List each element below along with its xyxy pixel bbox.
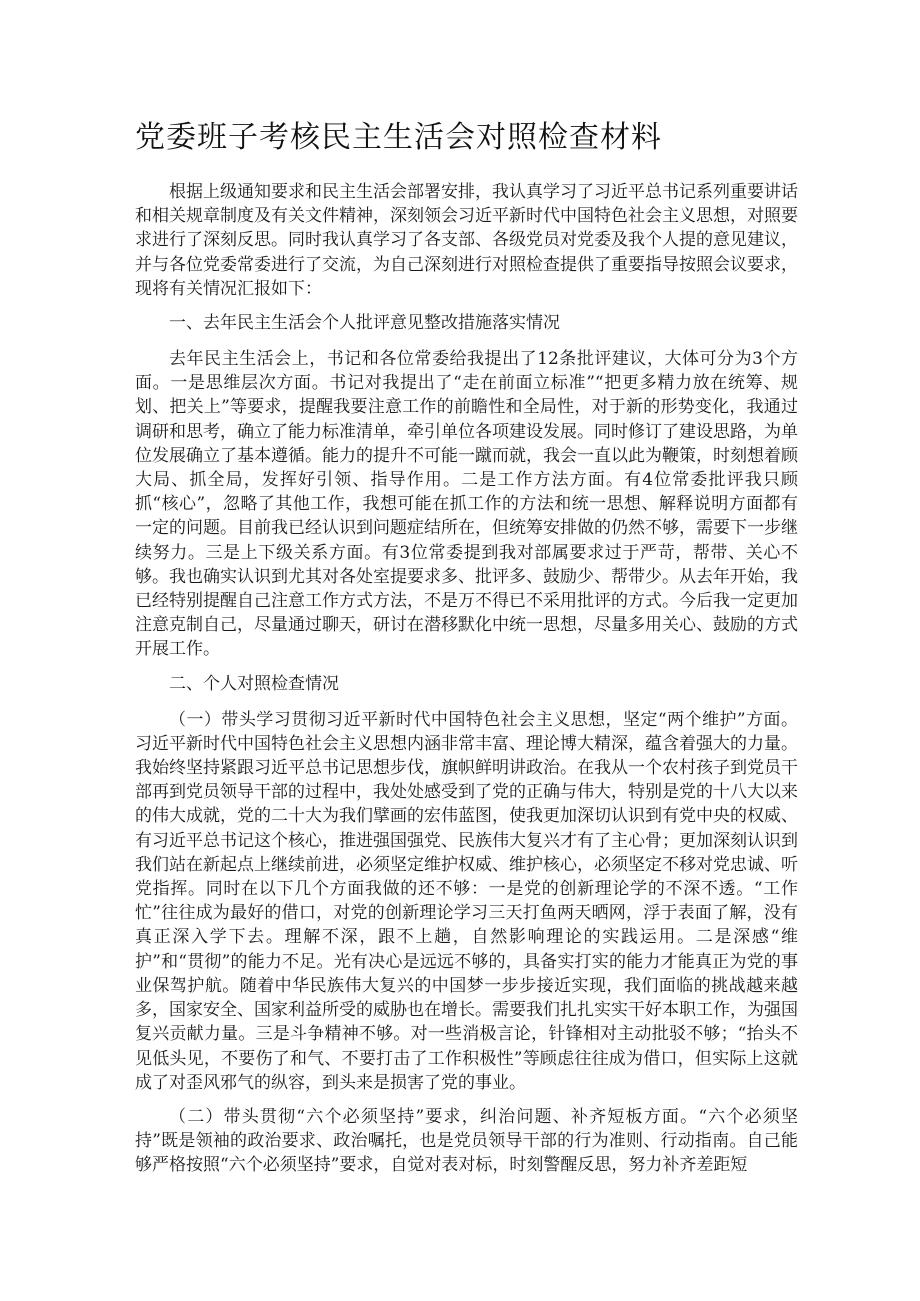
- intro-paragraph: 根据上级通知要求和民主生活会部署安排，我认真学习了习近平总书记系列重要讲话和相关规章制度及有关文件精神，深刻领会习近平新时代中国特色社会主义思想，对照要求进行了深刻反思。同时我认真学习了各支部、各级党员对党委及我个人提的意见建议，并与各位党委常委进行了交流，为自己深刻进行对照检查提供了重要指导按照会议要求，现将有关情况汇报如下：: [135, 182, 798, 299]
- section-2-item-1-paragraph: （一）带头学习贯彻习近平新时代中国特色社会主义思想，坚定“两个维护”方面。习近平新时代中国特色社会主义思想内涵非常丰富、理论博大精深，蕴含着强大的力量。我始终坚持紧跟习近平总书记思想步伐，旗帜鲜明讲政治。在我从一个农村孩子到党员干部再到党员领导干部的过程中，我处处感受到了党的正确与伟大，特别是党的十八大以来的伟大成就，党的二十大为我们擘画的宏伟蓝图，使我更加深切认识到有党中央的权威、有习近平总书记这个核心，推进强国强党、民族伟大复兴才有了主心骨；更加深刻认识到我们站在新起点上继续前进，必须坚定维护权威、维护核心，必须坚定不移对党忠诚、听党指挥。同时在以下几个方面我做的还不够：一是党的创新理论学的不深不透。“工作忙”往往成为最好的借口，对党的创新理论学习三天打鱼两天晒网，浮于表面了解，没有真正深入学下去。理解不深，跟不上趟，自然影响理论的实践运用。二是深感“维护”和“贯彻”的能力不足。光有决心是远远不够的，具备实打实的能力才能真正为党的事业保驾护航。随着中华民族伟大复兴的中国梦一步步接近实现，我们面临的挑战越来越多，国家安全、国家利益所受的威胁也在增长。需要我们扎扎实实干好本职工作，为强国复兴贡献力量。三是斗争精神不够。对一些消极言论，针锋相对主动批驳不够；“抬头不见低头见，不要伤了和气、不要打击了工作积极性”等顾虑往往成为借口，但实际上这就成了对歪风邪气的纵容，到头来是损害了党的事业。: [135, 709, 798, 1093]
- document-page: [135, 118, 798, 1188]
- section-2-item-2-paragraph: （二）带头贯彻“六个必须坚持”要求，纠治问题、补齐短板方面。“六个必须坚持”既是领袖的政治要求、政治嘱托，也是党员领导干部的行为准则、行动指南。自己能够严格按照“六个必须坚持”要求，自觉对表对标，时刻警醒反思，努力补齐差距短: [135, 1106, 798, 1176]
- section-1-paragraph: 去年民主生活会上，书记和各位常委给我提出了12条批评建议，大体可分为3个方面。一是思维层次方面。书记对我提出了“走在前面立标准”“把更多精力放在统筹、规划、把关上”等要求，提醒我要注意工作的前瞻性和全局性，对于新的形势变化，我通过调研和思考，确立了能力标准清单，牵引单位各项建设发展。同时修订了建设思路，为单位发展确立了基本遵循。能力的提升不可能一蹴而就，我会一直以此为鞭策，时刻想着顾大局、抓全局，发挥好引领、指导作用。二是工作方法方面。有4位常委批评我只顾抓“核心”，忽略了其他工作，我想可能在抓工作的方法和统一思想、解释说明方面都有一定的问题。目前我已经认识到问题症结所在，但统筹安排做的仍然不够，需要下一步继续努力。三是上下级关系方面。有3位常委提到我对部属要求过于严苛，帮带、关心不够。我也确实认识到尤其对各处室提要求多、批评多、鼓励少、帮带少。从去年开始，我已经特别提醒自己注意工作方式方法，不是万不得已不采用批评的方式。今后我一定更加注意克制自己，尽量通过聊天，研讨在潜移默化中统一思想，尽量多用关心、鼓励的方式开展工作。: [135, 349, 798, 660]
- section-2-heading: 二、个人对照检查情况: [169, 673, 339, 694]
- document-title: 党委班子考核民主生活会对照检查材料: [135, 120, 662, 155]
- section-1-heading: 一、去年民主生活会个人批评意见整改措施落实情况: [169, 313, 560, 334]
